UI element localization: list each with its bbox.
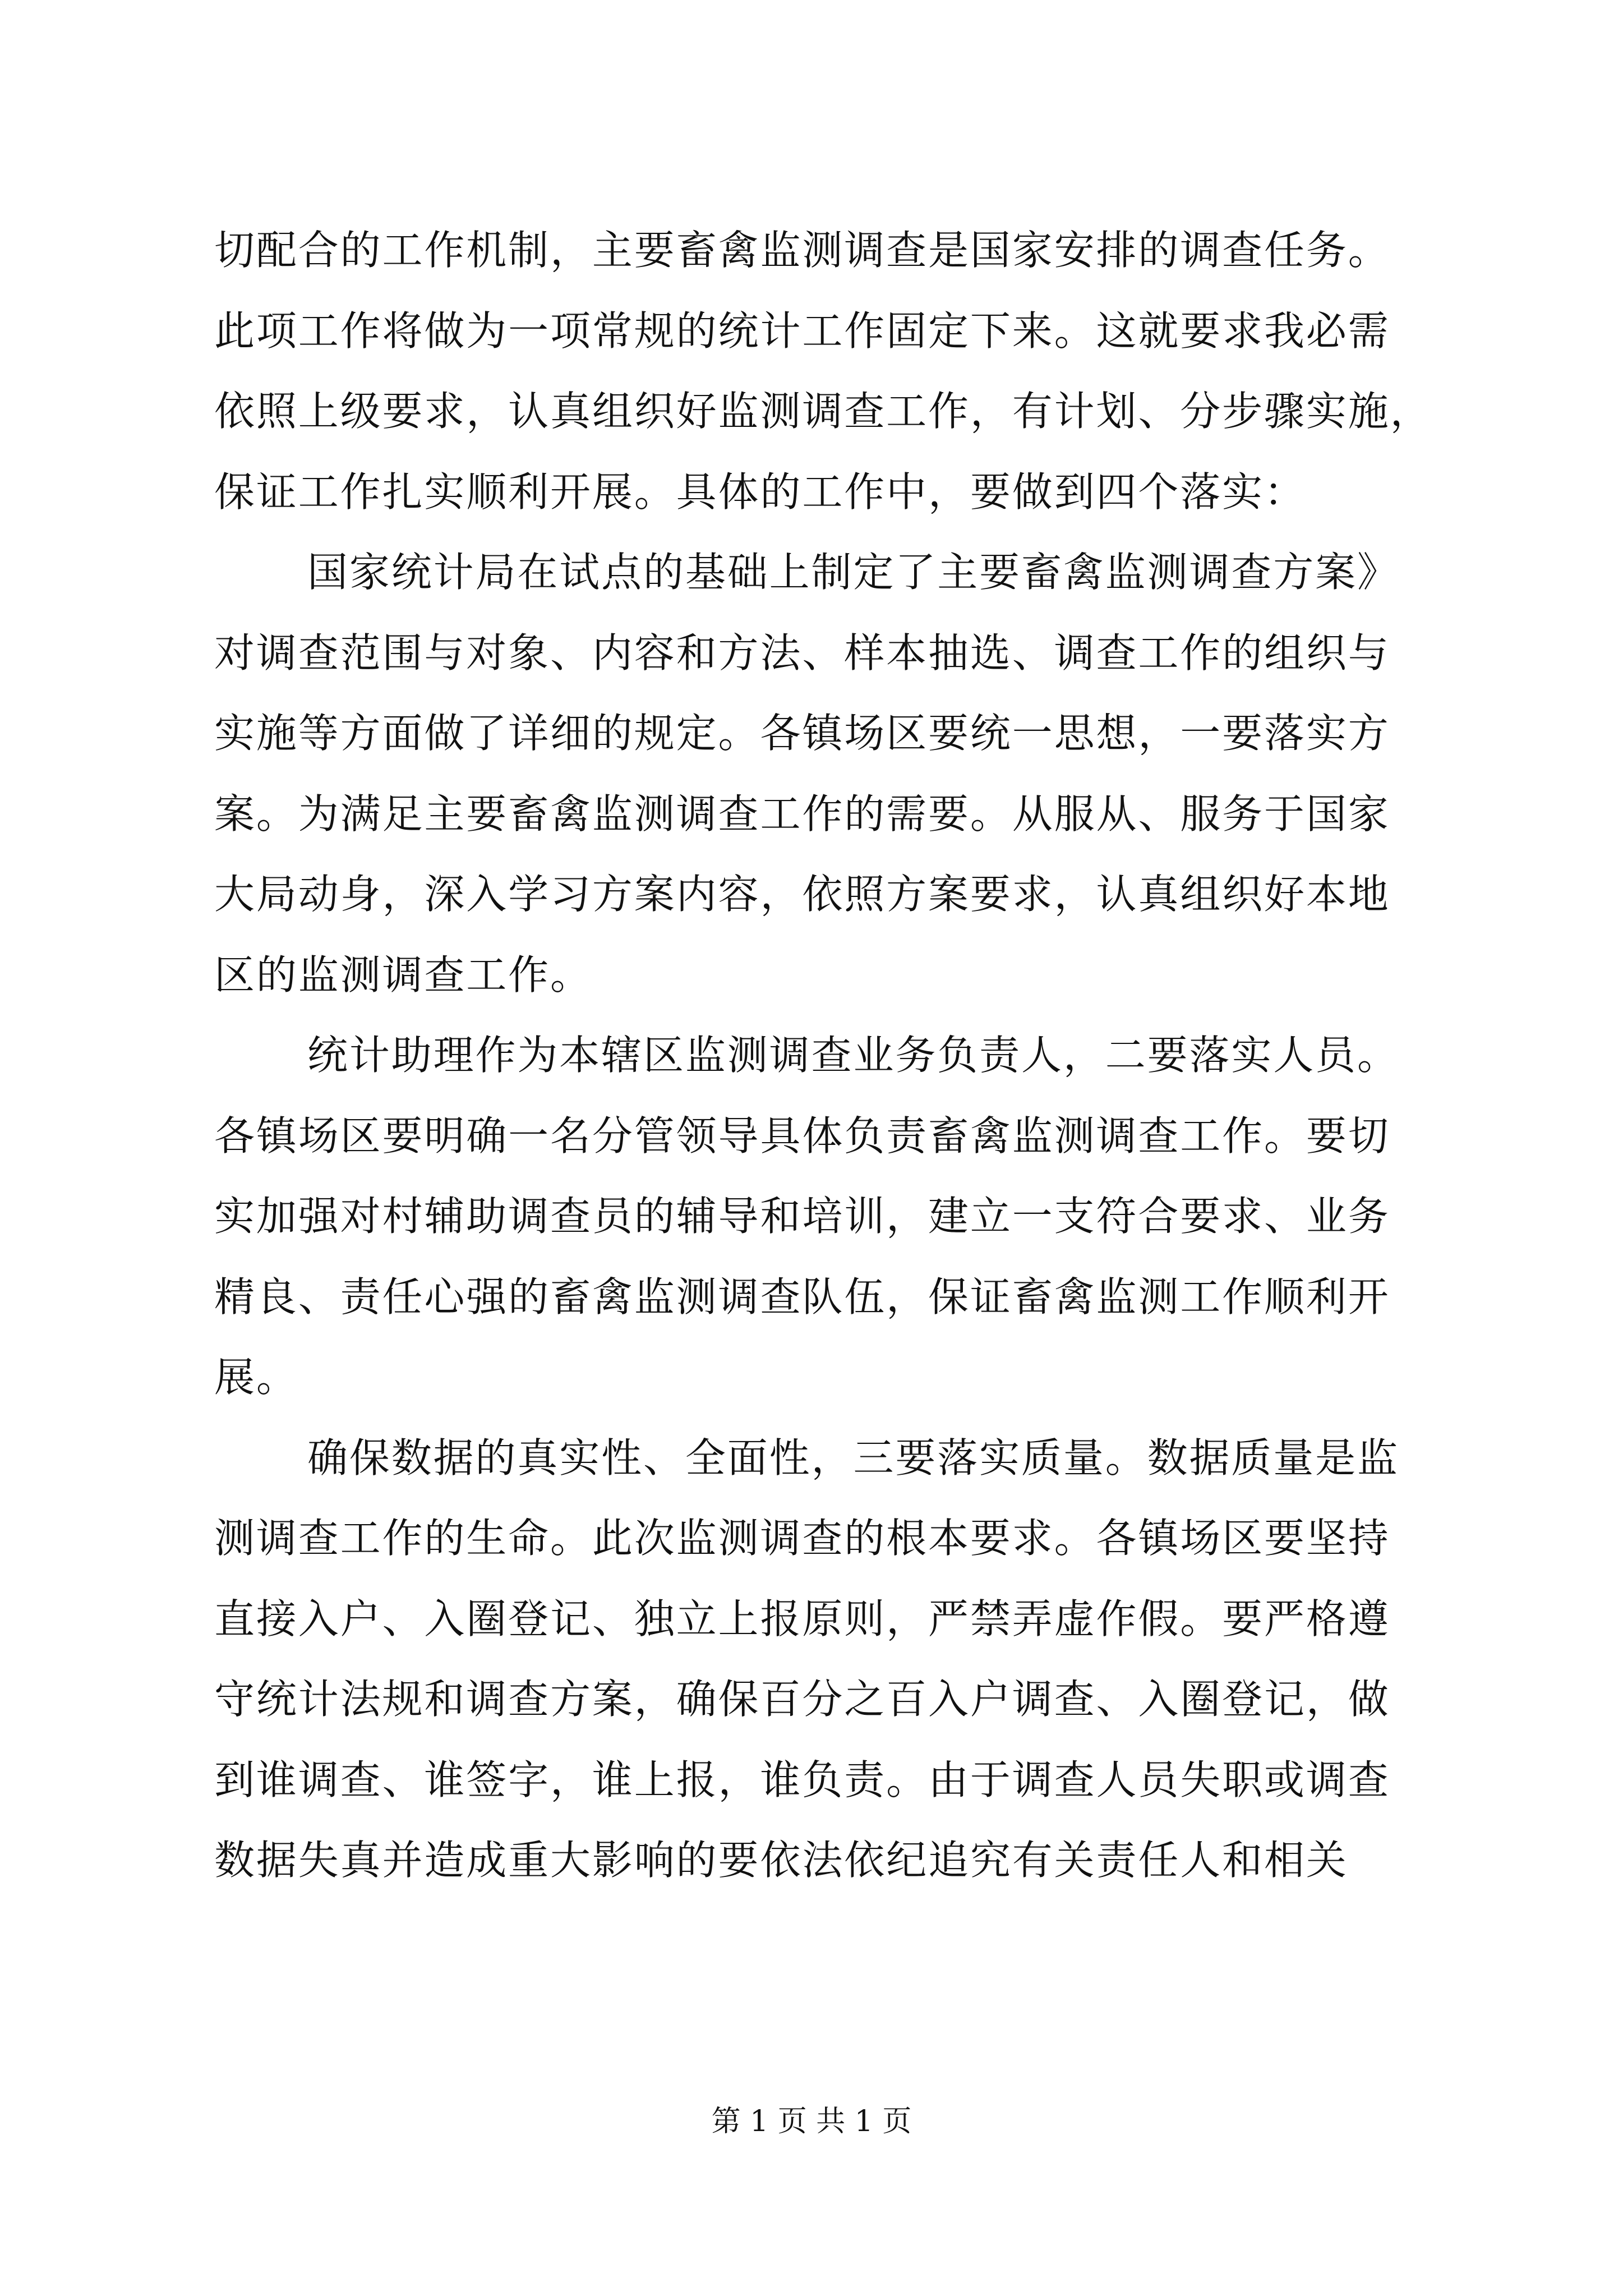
text-line: 展。 xyxy=(214,1354,298,1401)
paragraph-first-line: 统计助理作为本辖区监测调查业务负责人，二要落实人员。 xyxy=(307,1032,1399,1079)
text-line: 精良、责任心强的畜禽监测调查队伍，保证畜禽监测工作顺利开 xyxy=(214,1273,1390,1320)
text-line: 各镇场区要明确一名分管领导具体负责畜禽监测调查工作。要切 xyxy=(214,1112,1390,1159)
text-line: 区的监测调查工作。 xyxy=(214,951,592,999)
text-line: 到谁调查、谁签字，谁上报，谁负责。由于调查人员失职或调查 xyxy=(214,1756,1390,1803)
text-line: 测调查工作的生命。此次监测调查的根本要求。各镇场区要坚持 xyxy=(214,1515,1390,1562)
text-line: 守统计法规和调查方案，确保百分之百入户调查、入圈登记，做 xyxy=(214,1676,1390,1723)
text-line: 案。为满足主要畜禽监测调查工作的需要。从服从、服务于国家 xyxy=(214,790,1390,838)
text-line: 数据失真并造成重大影响的要依法依纪追究有关责任人和相关 xyxy=(214,1837,1348,1884)
text-line: 实施等方面做了详细的规定。各镇场区要统一思想，一要落实方 xyxy=(214,710,1390,757)
text-line: 大局动身，深入学习方案内容，依照方案要求，认真组织好本地 xyxy=(214,871,1390,918)
text-line: 对调查范围与对象、内容和方法、样本抽选、调查工作的组织与 xyxy=(214,629,1390,677)
page-footer xyxy=(0,2099,1623,2144)
paragraph-first-line: 国家统计局在试点的基础上制定了主要畜禽监测调查方案》 xyxy=(307,549,1399,596)
text-line: 保证工作扎实顺利开展。具体的工作中，要做到四个落实： xyxy=(214,468,1306,516)
paragraph-first-line: 确保数据的真实性、全面性，三要落实质量。数据质量是监 xyxy=(307,1434,1399,1481)
text-line: 实加强对村辅助调查员的辅导和培训，建立一支符合要求、业务 xyxy=(214,1193,1390,1240)
text-line: 此项工作将做为一项常规的统计工作固定下来。这就要求我必需 xyxy=(214,307,1390,355)
text-line: 直接入户、入圈登记、独立上报原则，严禁弄虚作假。要严格遵 xyxy=(214,1595,1390,1642)
text-line: 切配合的工作机制，主要畜禽监测调查是国家安排的调查任务。 xyxy=(214,227,1390,274)
page-number-label: 第 1 页 共 1 页 xyxy=(711,2105,912,2138)
text-line: 依照上级要求，认真组织好监测调查工作，有计划、分步骤实施， xyxy=(214,388,1432,435)
document-body xyxy=(214,210,1432,1901)
